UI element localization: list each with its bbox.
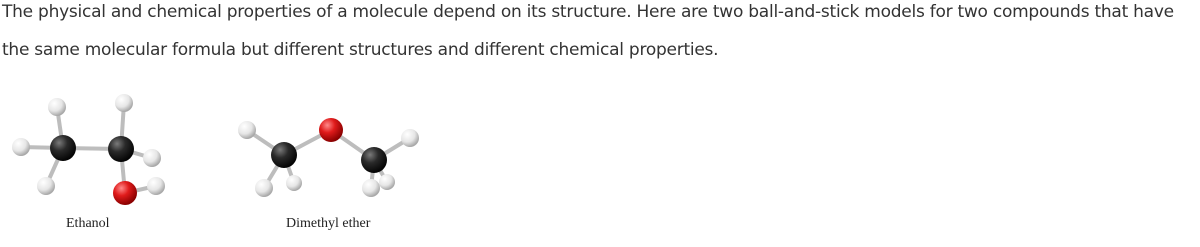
intro-paragraph: The physical and chemical properties of a molecule depend on its structure. Here are two ball-and-stick models for two compounds that have the same molecular formula but different structures and different chemical properties. [2,2,1174,60]
hydrogen-atom [362,179,380,197]
dimethyl-ether-caption: Dimethyl ether [286,216,371,231]
carbon-atom [108,136,134,162]
ethanol-model [12,94,165,205]
hydrogen-atom [12,138,30,156]
carbon-atom [361,147,387,173]
hydrogen-atom [255,179,273,197]
hydrogen-atom [379,174,395,190]
hydrogen-atom [143,149,161,167]
carbon-atom [271,142,297,168]
hydrogen-atom [147,177,165,195]
ethanol-caption: Ethanol [66,216,110,231]
oxygen-atom [113,181,137,205]
molecule-figure [0,84,425,242]
hydrogen-atom [401,129,419,147]
oxygen-atom [319,118,343,142]
carbon-atom [50,135,76,161]
hydrogen-atom [286,175,302,191]
hydrogen-atom [37,177,55,195]
dimethyl-ether-model [238,118,419,197]
hydrogen-atom [115,94,133,112]
hydrogen-atom [238,121,256,139]
hydrogen-atom [48,98,66,116]
